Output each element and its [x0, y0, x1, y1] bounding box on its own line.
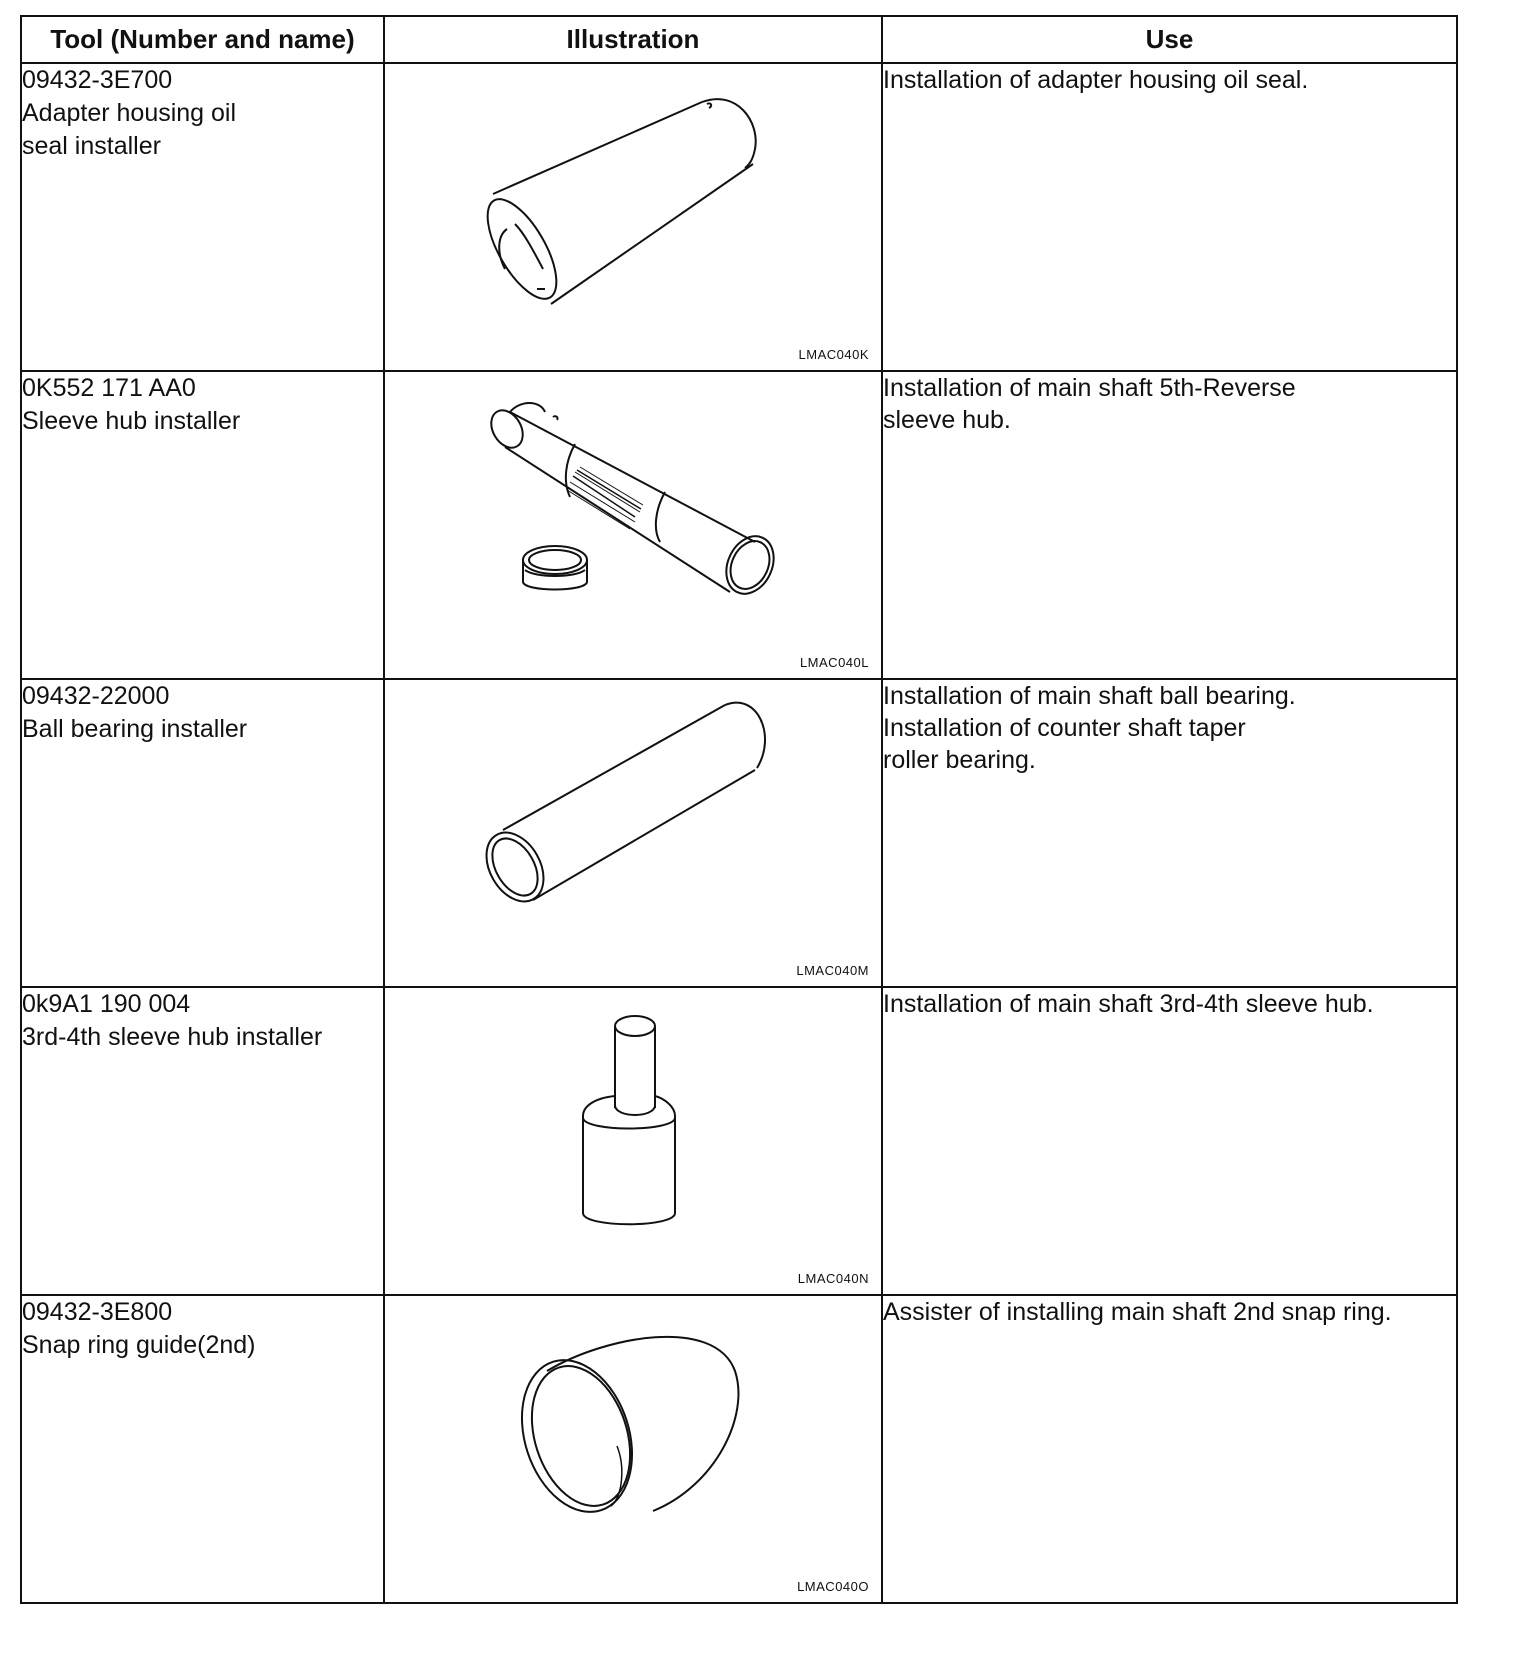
- use-cell: [882, 987, 1457, 1295]
- illustration-ref: LMAC040O: [797, 1579, 869, 1594]
- use-cell: [882, 1295, 1457, 1603]
- tool-number: 09432-3E700: [22, 66, 173, 94]
- tool-name-line: Adapter housing oil: [22, 99, 237, 127]
- illustration-ref: LMAC040L: [799, 655, 869, 670]
- use-line: Installation of counter shaft taper: [883, 714, 1246, 742]
- sleeve-hub-installer-icon: [385, 372, 883, 678]
- use-line: Installation of main shaft 3rd-4th sleeve hub.: [883, 990, 1374, 1018]
- illustration-ref: LMAC040N: [797, 1271, 869, 1286]
- header-tool: Tool (Number and name): [21, 16, 384, 63]
- tool-number: 0k9A1 190 004: [22, 990, 191, 1018]
- tool-number: 09432-22000: [22, 682, 170, 710]
- tool-number: 09432-3E800: [22, 1298, 173, 1326]
- illustration-ref: LMAC040K: [798, 347, 869, 362]
- illustration-cell: [384, 987, 882, 1295]
- use-line: roller bearing.: [883, 746, 1036, 774]
- special-tools-table: [20, 15, 1458, 1604]
- stepped-installer-icon: [385, 988, 883, 1294]
- illustration-cell: [384, 371, 882, 679]
- use-line: Installation of main shaft 5th-Reverse: [883, 374, 1296, 402]
- header-illustration: Illustration: [384, 16, 882, 63]
- tool-cell: [21, 63, 384, 371]
- adapter-seal-installer-icon: [385, 64, 883, 370]
- table-row: [21, 679, 1457, 987]
- use-cell: [882, 371, 1457, 679]
- use-cell: [882, 679, 1457, 987]
- tool-name-line: Ball bearing installer: [22, 715, 248, 743]
- tool-name-line: seal installer: [22, 132, 161, 160]
- table-row: [21, 63, 1457, 371]
- table-row: [21, 371, 1457, 679]
- tool-cell: [21, 1295, 384, 1603]
- tool-cell: [21, 371, 384, 679]
- snap-ring-guide-icon: [385, 1296, 883, 1602]
- illustration-ref: LMAC040M: [796, 963, 869, 978]
- tool-name-line: Sleeve hub installer: [22, 407, 241, 435]
- illustration-cell: [384, 679, 882, 987]
- tool-cell: [21, 987, 384, 1295]
- illustration-cell: [384, 63, 882, 371]
- use-line: Installation of main shaft ball bearing.: [883, 682, 1296, 710]
- use-line: sleeve hub.: [883, 406, 1011, 434]
- tool-name-line: Snap ring guide(2nd): [22, 1331, 256, 1359]
- use-line: Assister of installing main shaft 2nd snap ring.: [883, 1298, 1392, 1326]
- header-use: Use: [882, 16, 1457, 63]
- use-cell: [882, 63, 1457, 371]
- tool-number: 0K552 171 AA0: [22, 374, 196, 402]
- use-line: Installation of adapter housing oil seal.: [883, 66, 1309, 94]
- header-row: [21, 16, 1457, 63]
- illustration-cell: [384, 1295, 882, 1603]
- ball-bearing-installer-icon: [385, 680, 883, 986]
- table-row: [21, 1295, 1457, 1603]
- tool-cell: [21, 679, 384, 987]
- table-row: [21, 987, 1457, 1295]
- tool-name-line: 3rd-4th sleeve hub installer: [22, 1023, 323, 1051]
